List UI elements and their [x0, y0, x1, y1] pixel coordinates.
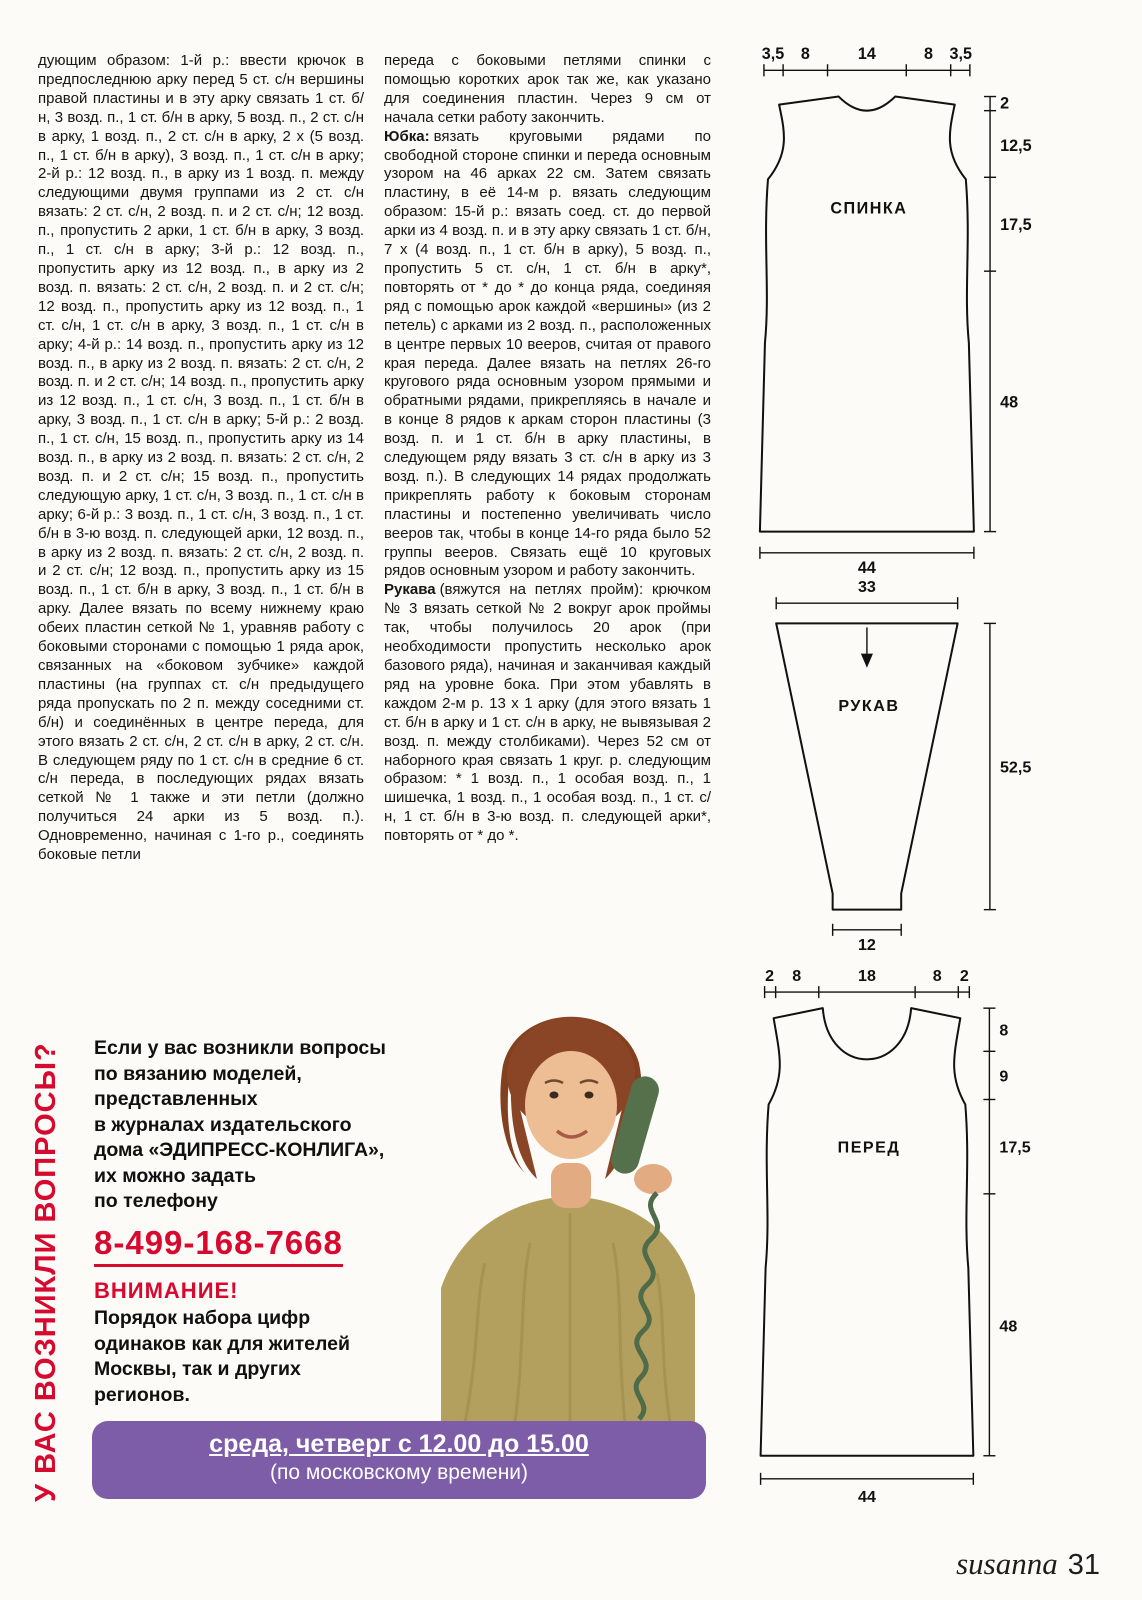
magazine-brand: susanna: [956, 1546, 1058, 1581]
measure-value: 17,5: [1000, 215, 1032, 234]
ad-intro-line: Если у вас возникли вопросы: [94, 1037, 386, 1059]
sleeve-schematic: [712, 575, 1042, 953]
measure-value: 3,5: [761, 45, 785, 64]
measure-value: 12,5: [1000, 137, 1032, 156]
hand: [634, 1164, 672, 1194]
back-label: СПИНКА: [830, 199, 908, 218]
neck: [551, 1163, 591, 1208]
ad-phone-number: 8-499-168-7668: [94, 1224, 343, 1267]
ad-schedule-timezone: (по московскому времени): [269, 1461, 529, 1484]
sleeves-section: [384, 581, 711, 846]
ad-schedule-hours: среда, четверг с 12.00 до 15.00: [209, 1430, 589, 1458]
ad-vertical-headline: У ВАС ВОЗНИКЛИ ВОПРОСЫ?: [30, 1042, 62, 1502]
ad-note-text: Порядок набора цифр одинаков как для жителей Москвы, так и других регионов.: [94, 1307, 350, 1406]
back-outline: [760, 97, 974, 532]
measure-value: 2: [765, 967, 775, 986]
measure-value: 8: [999, 1021, 1009, 1040]
consultant-photo-illustration: [425, 983, 715, 1423]
front-label: ПЕРЕД: [837, 1138, 901, 1157]
face: [525, 1051, 617, 1159]
measure-value: 18: [858, 967, 876, 986]
page-number: 31: [1067, 1549, 1100, 1581]
direction-arrow-icon: [861, 627, 873, 667]
measure-value: 3,5: [949, 45, 973, 64]
eye-left: [550, 1092, 559, 1099]
ad-schedule-banner: [92, 1421, 706, 1499]
ad-intro-line: по телефону: [94, 1190, 218, 1212]
measure-value: 8: [923, 45, 933, 64]
measure-value: 14: [857, 45, 876, 64]
front-bottom-measure: [761, 1473, 974, 1506]
measure-value: 17,5: [999, 1138, 1031, 1157]
back-bottom-measure: [760, 547, 974, 575]
sleeve-top-measure: [776, 578, 957, 609]
sleeves-section-text: (вяжутся на петлях пройм): крючком № 3 вязать сеткой № 2 вокруг арок проймы так, чтобы получилось 20 арок (при необходимости пропустить несколько арок базового ряда), начиная и заканчивая каждый ряд на уровне бока. При этом убавлять в каждом 2-м р. 13 х 1 арку (для этого вязать 1 ст. б/н в арку и 1 ст. с/н в арку, не вывязывая 2 возд. п. между столбиками). Через 52 см от наборного края связать 1 круг. р. следующим образом: * 1 возд. п., 1 особая возд. п., 1 шишечка, 1 возд. п., 1 особая возд. п., 1 ст. с/н, 1 ст. б/н в 3-ю возд. п. следующей арки*, повторять от * до *.: [384, 581, 711, 845]
measure-value: 48: [1000, 393, 1019, 412]
measure-value: 48: [999, 1317, 1018, 1336]
ad-intro-line: по вязанию моделей,: [94, 1062, 302, 1085]
measure-value: 8: [800, 45, 810, 64]
eye-right: [585, 1092, 594, 1099]
ad-intro-line: дома «ЭДИПРЕСС-КОНЛИГА»,: [94, 1139, 385, 1161]
front-right-measure: [983, 1008, 1030, 1456]
sleeves-section-label: Рукава: [384, 581, 436, 599]
sleeve-bottom-measure: [833, 924, 902, 953]
front-schematic: [712, 962, 1042, 1524]
skirt-section: [384, 128, 711, 582]
ad-intro-line: их можно задать: [94, 1164, 257, 1187]
measure-value: 9: [999, 1067, 1009, 1086]
ad-intro-line: представленных: [94, 1088, 258, 1110]
instructions-paragraph: дующим образом: 1-й р.: ввести крючок в предпоследнюю арку перед 5 ст. с/н вершины правой пластины и в эту арку связать 1 ст. б/н, 3 возд. п., 1 ст. б/н в арку, 5 возд. п., 2 ст. с/н в арку, 1 возд. п., 2 ст. с/н в арку, 2 х (5 возд. п., 1 ст. б/н в арку), 3 возд. п., 1 ст. с/н в арку; 2-й р.: 12 возд. п., в арку из 1 возд. п. между следующими двумя группами из 2 ст. с/н вязать: 2 ст. с/н, 2 возд. п. и 2 ст. с/н; 12 возд. п., пропустить 2 арки, 1 ст. б/н в арку, 3 возд. п., 1 ст. с/н в арку; 3-й р.: 12 возд. п., пропустить арку из 12 возд. п., в арку из 2 возд. п. вязать: 2 ст. с/н, 2 возд. п. и 2 ст. с/н; 12 возд. п., пропустить арку из 12 возд. п., 1 ст. с/н, 1 ст. с/н в арку, 3 возд. п., 1 ст. с/н в арку; 4-й р.: 14 возд. п., пропустить арку из 12 возд. п., в арку из 2 возд. п. вязать: 2 ст. с/н, 2 возд. п. и 2 ст. с/н; 14 возд. п., пропустить арку из 12 возд. п., 1 ст. с/н, 3 возд. п., 1 ст. б/н в арку, 3 возд. п., 1 ст. с/н в арку; 5-й р.: 2 возд. п., 1 ст. с/н, 15 возд. п., пропустить арку из 14 возд. п., в арку из 2 возд. п. вязать: 2 ст. с/н, 2 возд. п. и 2 ст. с/н; 15 возд. п., пропустить следующую арку, 1 ст. с/н, 3 возд. п., 1 ст. с/н в арку; 6-й р.: 3 возд. п., 1 ст. с/н, 3 возд. п., 1 ст. б/н в 3-ю возд. п. следующей арки, 12 возд. п., в арку из 2 возд. п. вязать: 2 ст. с/н, 2 возд. п. и 2 ст. с/н; 12 возд. п., пропустить арку из 15 возд. п., 1 ст. б/н в арку, 3 возд. п., 1 ст. б/н в арку. Далее вязать по всему нижнему краю обеих пластин сеткой № 1, уравняв работу с боковыми сторонами с помощью 1 ряда арок, связанных на «боковом зубчике» каждой пластины (на группах ст. с/н предыдущего ряда пропускать по 2 п. между соседними ст. б/н) и соединённых в центре переда, для этого вязать 2 ст. с/н, 2 ст. с/н в арку, 2 ст. с/н. В следующем ряду по 1 ст. с/н в средние 6 ст. с/н переда, в последующих рядах вязать сеткой № 1 также и эти петли (должно получиться 24 арки из 5 возд. п.). Одновременно, начиная с 1-го р., соединять боковые петли: [38, 52, 364, 864]
measure-value: 12: [857, 935, 876, 953]
article-column-1: [38, 52, 364, 865]
measure-value: 44: [857, 558, 876, 575]
skirt-section-text: вязать круговыми рядами по свободной стороне спинки и переда основным узором на 46 арках 22 см. Затем связать пластину, в её 14-м р. вязать следующим образом: 15-й р.: вязать соед. ст. до первой арки из 4 возд. п. и в эту арку связать 1 ст. б/н, 7 х (4 возд. п., 1 ст. б/н в арку), 5 возд. п., пропустить 5 ст. с/н, 1 ст. б/н в арку*, повторять от * до * до конца ряда, соединяя ряд с помощью арок каждой «вершины» (из 2 петель) с арками из 2 возд. п., расположенных в центре первых 10 вееров, считая от правого края переда. Далее вязать на петлях 26-го кругового ряда основным узором прямыми и обратными рядами, прикрепляясь в начале и в конце 8 рядов к аркам сторон пластины (3 возд. п. и 1 ст. б/н в арку пластины, в следующем ряду вязать 3 ст. с/н в арку из 3 возд. п.). В следующих 14 рядах продолжать прикреплять работу к боковым сторонам пластины и постепенно увеличивать число вееров так, чтобы в конце 14-го ряда было 52 группы вееров. Связать ещё 10 круговых рядов основным узором и работу закончить.: [384, 127, 711, 580]
skirt-section-label: Юбка:: [384, 127, 430, 145]
measure-value: 52,5: [999, 758, 1032, 777]
pattern-diagram-sleeve: [712, 575, 1042, 953]
page-footer: [956, 1546, 1100, 1582]
front-top-measure: [765, 967, 970, 998]
measure-value: 8: [932, 967, 942, 986]
ad-attention-label: ВНИМАНИЕ!: [94, 1278, 239, 1303]
pattern-diagram-front: [712, 962, 1042, 1524]
measure-value: 2: [959, 967, 969, 986]
measure-value: 8: [792, 967, 802, 986]
measure-value: 33: [857, 578, 876, 597]
measure-value: 44: [858, 1487, 876, 1506]
sleeve-right-measure: [984, 623, 1032, 909]
ad-intro-text: [94, 1036, 444, 1215]
article-column-2: [384, 52, 711, 846]
back-top-measure: [762, 45, 972, 76]
back-right-measure: [984, 95, 1032, 532]
measure-value: 2: [1000, 94, 1010, 113]
ad-photo: [425, 983, 715, 1423]
ad-intro-line: в журналах издательского: [94, 1113, 352, 1136]
back-schematic: [712, 40, 1042, 575]
front-outline: [761, 1008, 974, 1456]
continuation-paragraph: переда с боковыми петлями спинки с помощью коротких арок так же, как указано для соединения пластин. Через 9 см от начала сетки работу закончить.: [384, 52, 711, 126]
pattern-diagram-back: [712, 40, 1042, 575]
sleeve-label: РУКАВ: [838, 697, 900, 716]
